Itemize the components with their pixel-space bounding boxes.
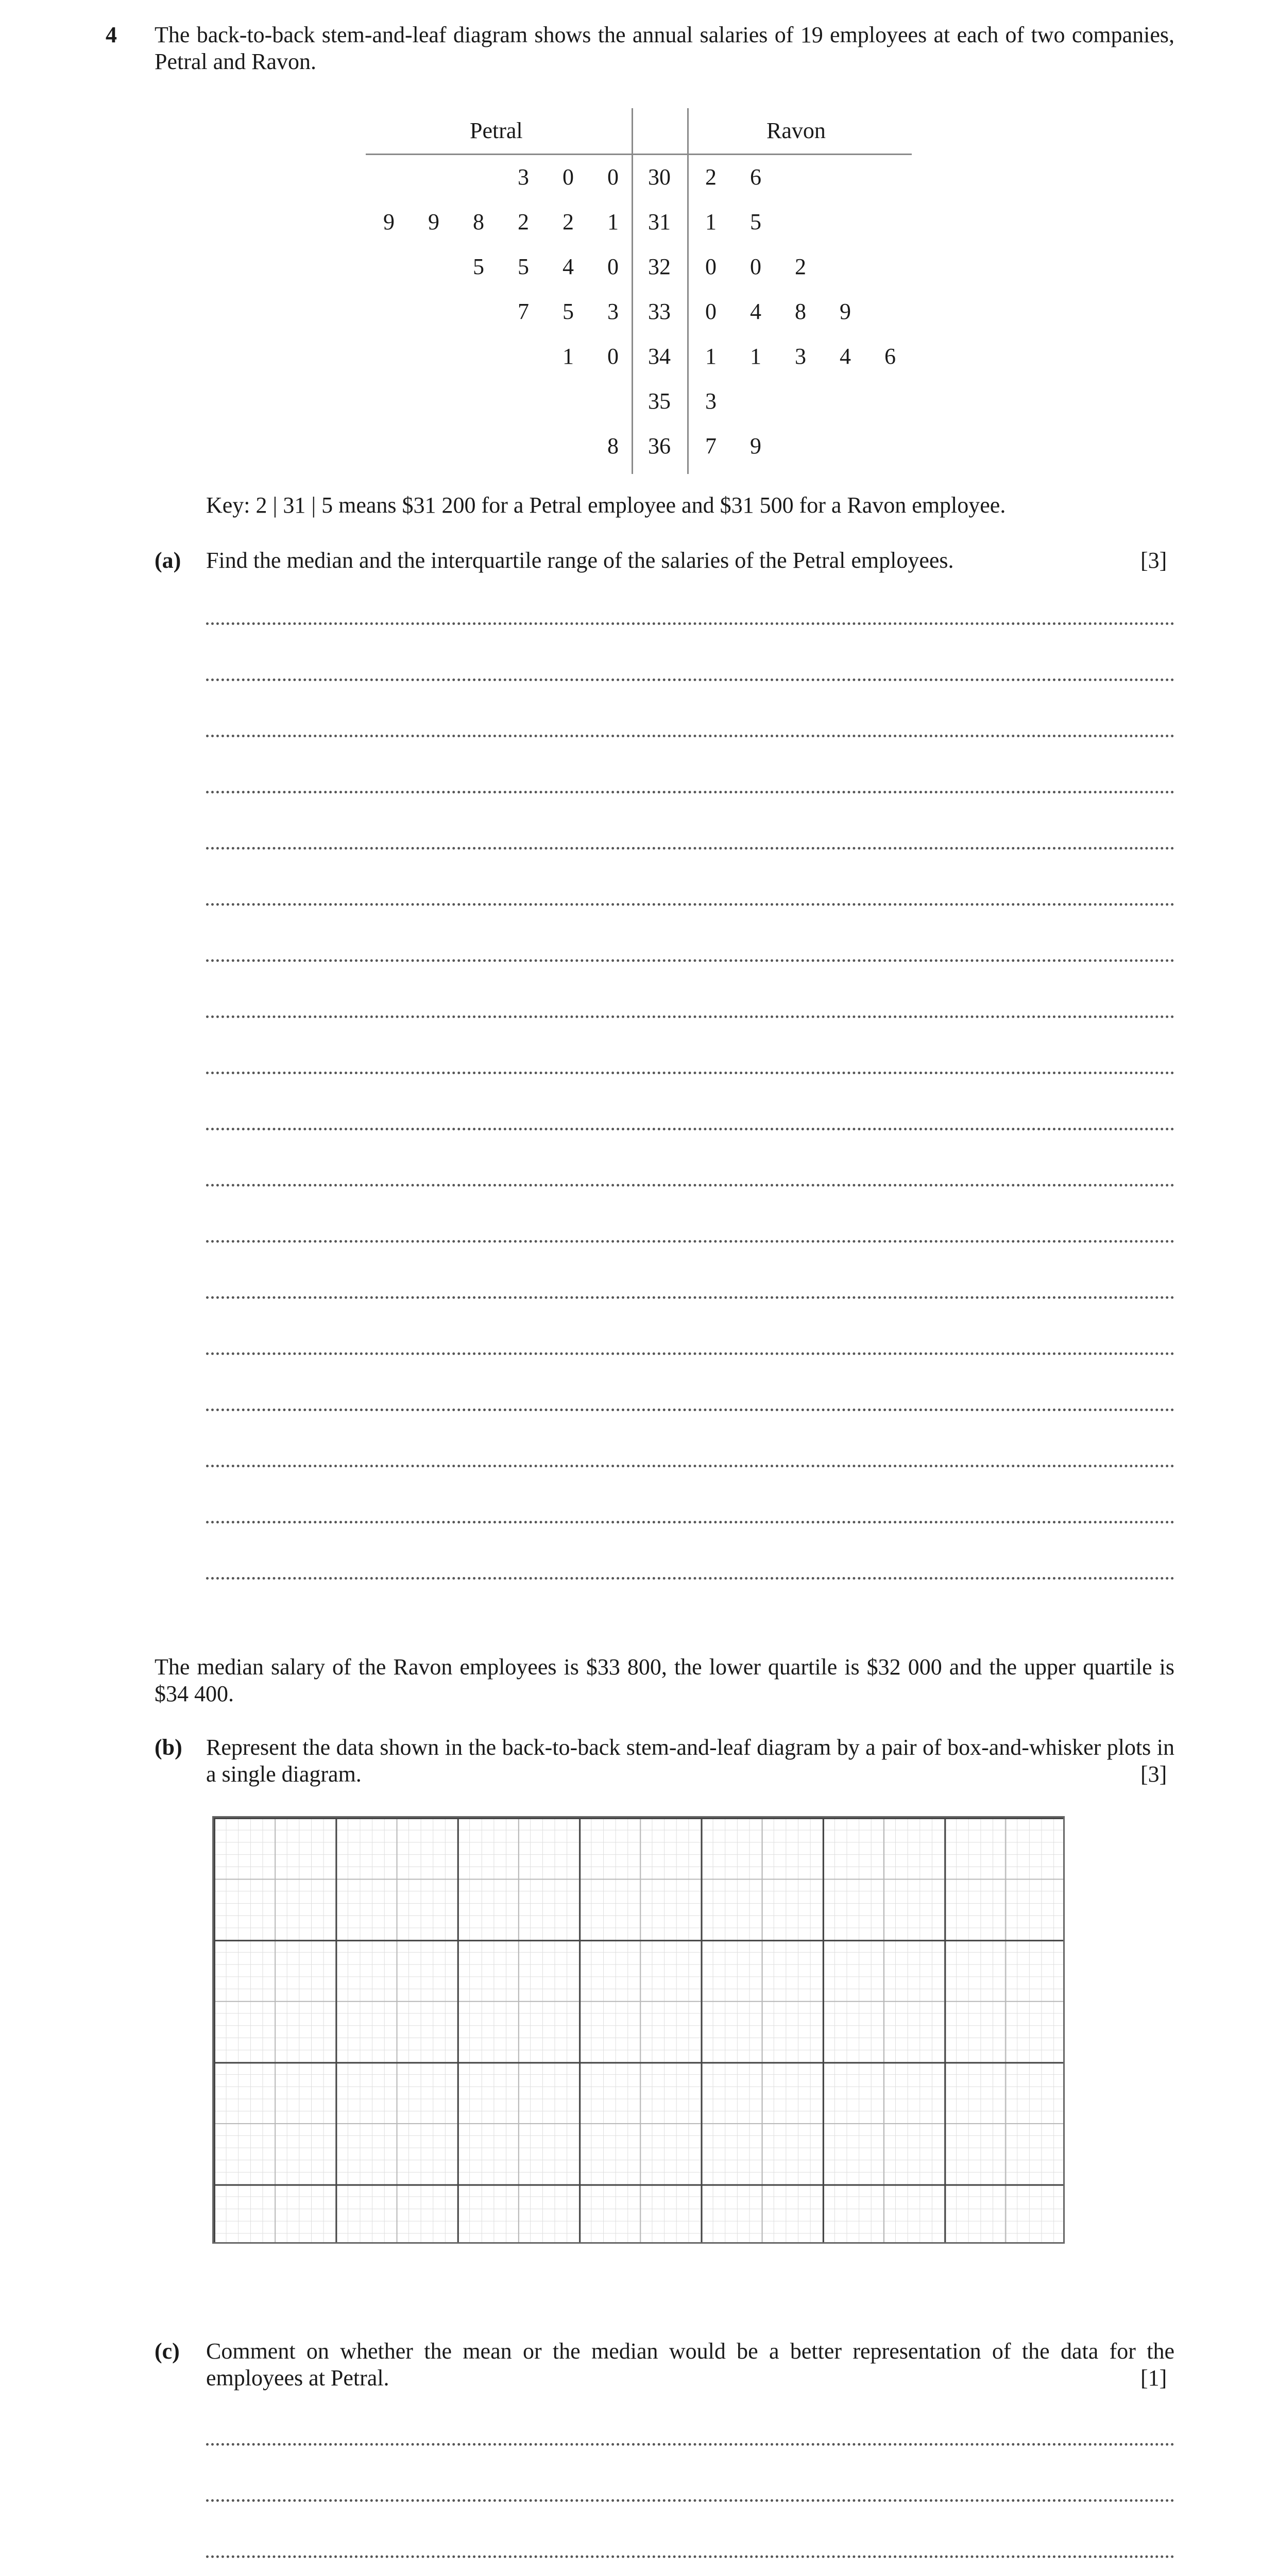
petral-header: Petral	[470, 118, 523, 143]
stem-and-leaf-diagram	[0, 0, 1278, 515]
petral-leaf: 1	[607, 209, 619, 234]
part-a-text: Find the median and the interquartile range of the salaries of the Petral employees.	[206, 548, 954, 573]
ravon-leaf: 3	[795, 344, 806, 369]
answer-line[interactable]	[206, 903, 1174, 906]
answer-line[interactable]	[206, 1352, 1174, 1355]
part-c-marks: [1]	[1140, 2365, 1167, 2391]
part-a-marks: [3]	[1140, 548, 1167, 573]
question-intro: The back-to-back stem-and-leaf diagram shows the annual salaries of 19 employees at each of two companies, Petral and Ravon.	[155, 22, 1174, 74]
ravon-leaf: 8	[795, 299, 806, 324]
petral-leaf: 7	[518, 299, 529, 324]
header-divider	[366, 154, 912, 155]
answer-line[interactable]	[206, 735, 1174, 737]
answer-line[interactable]	[206, 1240, 1174, 1243]
petral-leaf: 5	[518, 254, 529, 279]
part-a-label: (a)	[155, 548, 181, 573]
graph-paper-grid[interactable]	[212, 1816, 1065, 2244]
question-number: 4	[106, 22, 117, 47]
ravon-header: Ravon	[766, 118, 826, 143]
stem: 34	[648, 344, 671, 369]
answer-line[interactable]	[206, 2555, 1174, 2558]
stem-leaf-key: Key: 2 | 31 | 5 means $31 200 for a Petral employee and $31 500 for a Ravon employee.	[206, 493, 1006, 518]
petral-leaf: 8	[473, 209, 484, 234]
answer-line[interactable]	[206, 1015, 1174, 1018]
stem-right-divider	[687, 108, 689, 474]
part-c-text: Comment on whether the mean or the median would be a better representation of the data for the employees at Petral.	[206, 2338, 1174, 2391]
petral-leaf: 9	[383, 209, 395, 234]
petral-leaf: 5	[563, 299, 574, 324]
stem-left-divider	[632, 108, 633, 474]
ravon-leaf: 4	[750, 299, 761, 324]
part-b-marks: [3]	[1140, 1761, 1167, 1787]
petral-leaf: 0	[607, 254, 619, 279]
part-b-label: (b)	[155, 1735, 182, 1760]
petral-leaf: 8	[607, 433, 619, 459]
ravon-leaf: 2	[705, 164, 717, 190]
answer-line[interactable]	[206, 1521, 1174, 1523]
stem: 30	[648, 164, 671, 190]
stem: 33	[648, 299, 671, 324]
answer-line[interactable]	[206, 959, 1174, 962]
petral-leaf: 2	[563, 209, 574, 234]
ravon-leaf: 0	[705, 254, 717, 279]
answer-line[interactable]	[206, 1577, 1174, 1580]
petral-leaf: 1	[563, 344, 574, 369]
ravon-leaf: 0	[705, 299, 717, 324]
ravon-leaf: 1	[705, 344, 717, 369]
answer-line[interactable]	[206, 1409, 1174, 1411]
answer-line[interactable]	[206, 847, 1174, 850]
petral-leaf: 0	[607, 344, 619, 369]
part-b-text: Represent the data shown in the back-to-back stem-and-leaf diagram by a pair of box-and-whisker plots in a single diagram.	[206, 1735, 1174, 1787]
stem: 32	[648, 254, 671, 279]
answer-line[interactable]	[206, 1184, 1174, 1187]
ravon-leaf: 9	[840, 299, 851, 324]
ravon-leaf: 6	[750, 164, 761, 190]
stem: 31	[648, 209, 671, 234]
ravon-leaf: 1	[750, 344, 761, 369]
answer-line[interactable]	[206, 1128, 1174, 1130]
petral-leaf: 3	[607, 299, 619, 324]
answer-line[interactable]	[206, 679, 1174, 681]
answer-line[interactable]	[206, 622, 1174, 625]
petral-leaf: 3	[518, 164, 529, 190]
part-c-label: (c)	[155, 2338, 180, 2364]
petral-leaf: 0	[607, 164, 619, 190]
stem: 36	[648, 433, 671, 459]
petral-leaf: 9	[428, 209, 439, 234]
ravon-summary-info: The median salary of the Ravon employees is $33 800, the lower quartile is $32 000 and the upper quartile is $34 400.	[155, 1654, 1174, 1706]
ravon-leaf: 2	[795, 254, 806, 279]
ravon-leaf: 1	[705, 209, 717, 234]
ravon-leaf: 4	[840, 344, 851, 369]
answer-line[interactable]	[206, 2443, 1174, 2446]
answer-line[interactable]	[206, 1072, 1174, 1074]
ravon-leaf: 3	[705, 388, 717, 414]
ravon-leaf: 9	[750, 433, 761, 459]
petral-leaf: 5	[473, 254, 484, 279]
ravon-leaf: 0	[750, 254, 761, 279]
answer-line[interactable]	[206, 791, 1174, 793]
answer-line[interactable]	[206, 2499, 1174, 2502]
petral-leaf: 0	[563, 164, 574, 190]
petral-leaf: 4	[563, 254, 574, 279]
ravon-leaf: 7	[705, 433, 717, 459]
answer-line[interactable]	[206, 1465, 1174, 1467]
ravon-leaf: 6	[884, 344, 896, 369]
ravon-leaf: 5	[750, 209, 761, 234]
petral-leaf: 2	[518, 209, 529, 234]
answer-line[interactable]	[206, 1296, 1174, 1299]
stem: 35	[648, 388, 671, 414]
